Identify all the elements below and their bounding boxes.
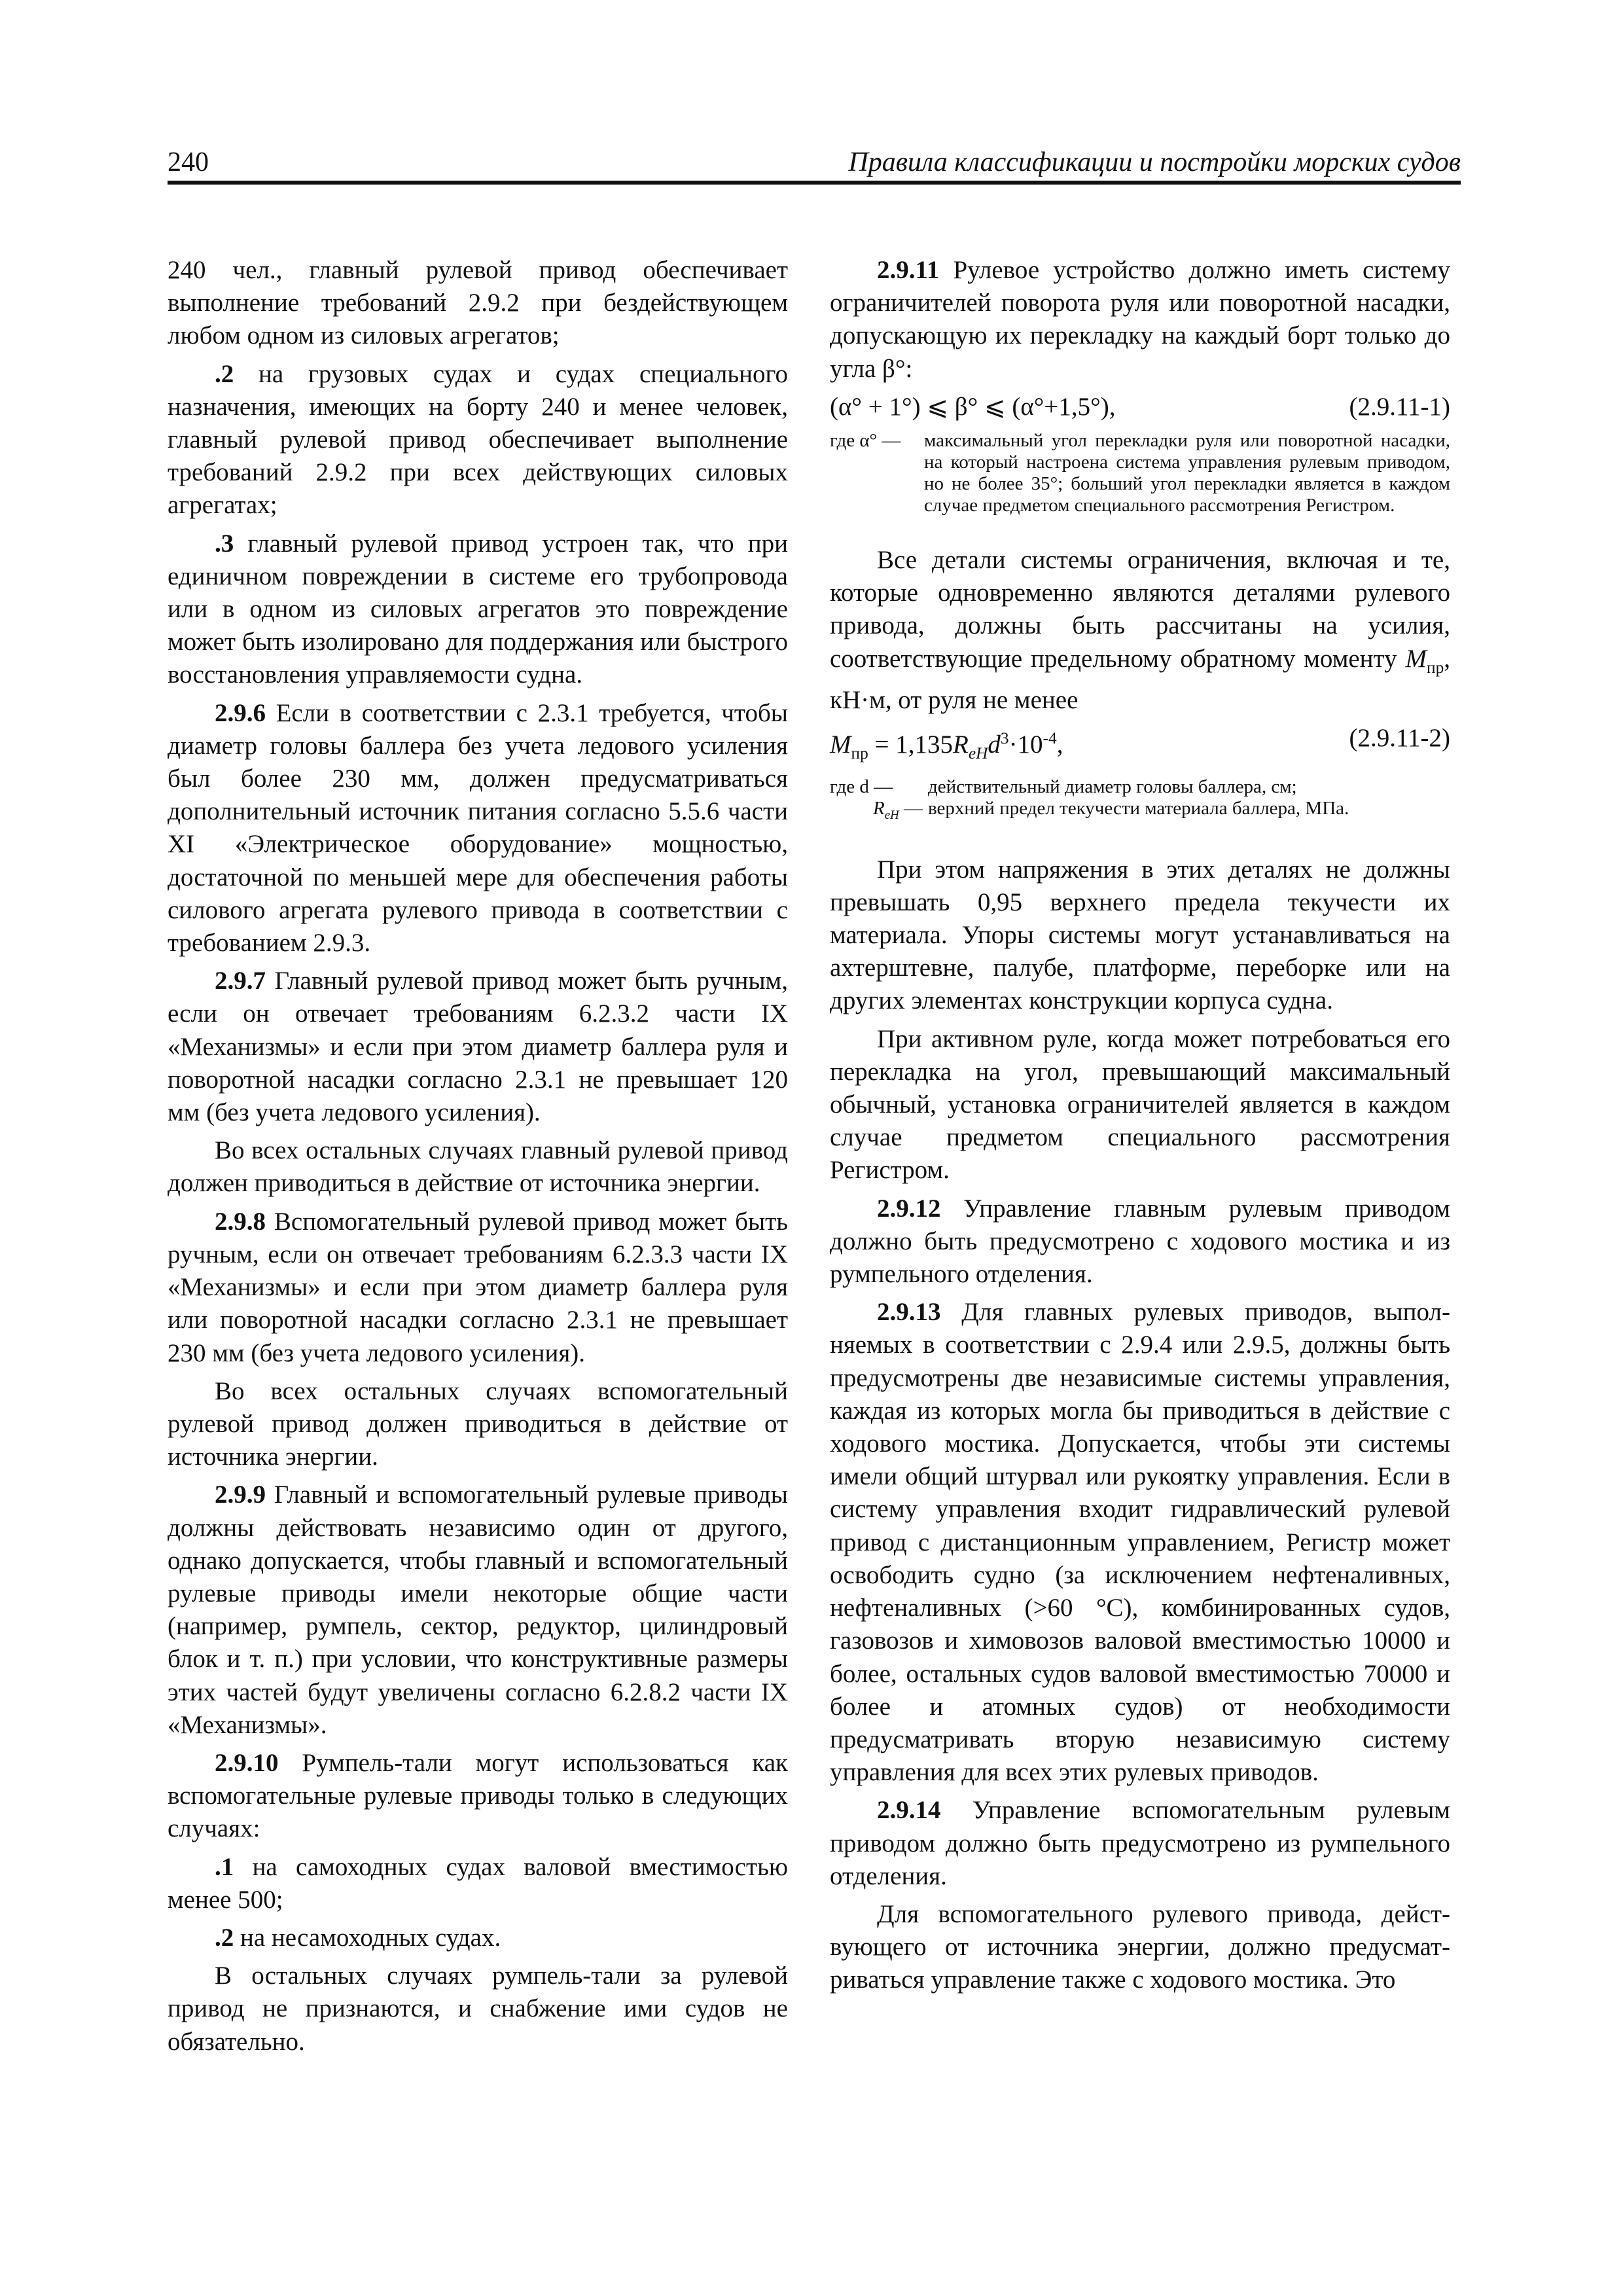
note-term: где α° — bbox=[830, 430, 901, 452]
note-text: верхний предел текучести материала баллера, МПа. bbox=[928, 797, 1349, 819]
left-column bbox=[168, 254, 788, 2058]
paragraph: Во всех остальных случаях вспомогательный рулевой привод должен приводиться в действие от источника энергии. bbox=[168, 1376, 788, 1471]
formula-2-9-11-2 bbox=[830, 722, 1450, 770]
section-2-9-12: 2.9.12 Управление главным рулевым приводом должно быть предусмотрено с ходового мостика и из румпельного отделения. bbox=[830, 1194, 1450, 1289]
note-text: максимальный угол перекладки руля или поворотной насадки, на который настроена система управления рулевым приводом, но не более 35°; больший угол перекладки является в каждом случае предметом специального рассмотрения Регистром. bbox=[924, 430, 1450, 516]
page-number: 240 bbox=[168, 147, 209, 177]
list-item: .1 на самоходных судах валовой вместимостью менее 500; bbox=[168, 1852, 788, 1914]
formula-number: (2.9.11-2) bbox=[1349, 723, 1450, 752]
right-column bbox=[830, 254, 1450, 1997]
paragraph: При активном руле, когда может потребоваться его перекладка на угол, превышающий максимальный обычный, установка ограничителей является в каждом случае предметом специального рассмотрения Регистром. bbox=[830, 1024, 1450, 1185]
running-title: Правила классификации и постройки морских судов bbox=[848, 147, 1461, 177]
section-2-9-11: 2.9.11 Рулевое устройство должно иметь систему ограничителей поворота руля или поворотной насадки, допускающую их перекладку на каждый борт только до угла β°: bbox=[830, 256, 1450, 383]
section-2-9-13: 2.9.13 Для главных рулевых приводов, выполняемых в соответствии с 2.9.4 или 2.9.5, должны быть предусмотрены две независимые системы управления, каждая из которых могла бы приводиться в действие с ходового мостика. Допускается, чтобы эти системы имели общий штурвал или рукоятку управления. Если в систему управления входит гидравлический рулевой привод с дистанционным управлением, Регистр может освободить судно (за исключением нефтеналивных, нефтеналивных (>60 °С), комбинированных судов, газовозов и химовозов валовой вместимостью 10000 и более, остальных судов валовой вместимостью 70000 и более и атомных судов) от необходимости предусматривать вторую независимую систему управления для всех этих рулевых приводов. bbox=[830, 1298, 1450, 1787]
list-item: .3 главный рулевой привод устроен так, что при единичном повреждении в системе его трубопровода или в одном из силовых агрегатов это повреждение может быть изолировано для поддержания или быстрого восстановления управляемости судна. bbox=[168, 529, 788, 689]
formula-note bbox=[830, 776, 1450, 826]
paragraph: В остальных случаях румпель-тали за рулевой привод не признаются, и снабжение ими судов не обязательно. bbox=[168, 1962, 788, 2056]
page-header bbox=[168, 145, 1461, 185]
section-2-9-9: 2.9.9 Главный и вспомогательный рулевые приводы должны действовать независимо один от другого, однако допускается, чтобы главный и вспомогательный рулевые приводы имели некоторые общие части (например, румпель, сектор, редуктор, цилиндровый блок и т. п.) при условии, что конструктивные размеры этих частей будут увеличены согласно 6.2.8.2 части IX «Механизмы». bbox=[168, 1480, 788, 1739]
formula-number: (2.9.11-1) bbox=[1349, 392, 1450, 421]
formula-expression: (α° + 1°) ⩽ β° ⩽ (α°+1,5°), bbox=[830, 392, 1116, 421]
formula-2-9-11-1 bbox=[830, 391, 1450, 423]
formula-expression: $M_{пр} = 1,135R_{eH}d^3\cdot 10^{-4}$, bbox=[830, 728, 1063, 762]
note-text: действительный диаметр головы баллера, см; bbox=[928, 776, 1297, 797]
list-item: .2 на несамоходных судах. bbox=[215, 1923, 501, 1952]
formula-note bbox=[830, 430, 1450, 516]
note-term: $R_{eH}$ — bbox=[873, 797, 923, 822]
section-2-9-8: 2.9.8 Вспомогательный рулевой привод может быть ручным, если он отвечает требованиям 6.2.3.3 части IX «Механизмы» и если при этом диаметр баллера руля или поворотной насадки согласно 2.3.1 не превышает 230 мм (без учета ледового усиления). bbox=[168, 1207, 788, 1367]
section-2-9-10: 2.9.10 Румпель-тали могут использоваться как вспомогательные рулевые приводы только в следующих случаях: bbox=[168, 1748, 788, 1843]
paragraph: Для вспомогательного рулевого привода, действующего от источника энергии, должно предусматриваться управление также с ходового мостика. Это bbox=[830, 1899, 1450, 1994]
list-item: .2 на грузовых судах и судах специального назначения, имеющих на борту 240 и менее человек, главный рулевой привод обеспечивает выполнение требований 2.9.2 при всех действующих силовых агрегатах; bbox=[168, 359, 788, 520]
paragraph: Все детали системы ограничения, включая и те, которые одновременно являются деталями рулевого привода, должны быть рассчитаны на усилия, соответствующие предельному обратному моменту $M_{пр}$, кН·м, от руля не менее bbox=[830, 546, 1450, 714]
section-2-9-14: 2.9.14 Управление вспомогательным рулевым приводом должно быть предусмотрено из румпельного отделения. bbox=[830, 1796, 1450, 1890]
section-2-9-7: 2.9.7 Главный рулевой привод может быть ручным, если он отвечает требованиям 6.2.3.2 части IX «Механизмы» и если при этом диаметр баллера руля и поворотной насадки согласно 2.3.1 не превышает 120 мм (без учета ледового усиления). bbox=[168, 967, 788, 1127]
paragraph: При этом напряжения в этих деталях не должны превышать 0,95 верхнего предела текучести их материала. Упоры системы могут устанавливаться на ахтерштевне, палубе, платформе, переборке или на других элементах конструкции корпуса судна. bbox=[830, 855, 1450, 1015]
note-term: где d — bbox=[830, 776, 893, 797]
paragraph: 240 чел., главный рулевой привод обеспечивает выполнение требований 2.9.2 при бездействующем любом одном из силовых агрегатов; bbox=[168, 256, 788, 350]
paragraph: Во всех остальных случаях главный рулевой привод должен приводиться в действие от источника энергии. bbox=[168, 1136, 788, 1198]
section-2-9-6: 2.9.6 Если в соответствии с 2.3.1 требуется, чтобы диаметр головы баллера без учета ледового усиления был более 230 мм, должен предусматриваться дополнительный источник питания согласно 5.5.6 части XI «Электрическое оборудование» мощностью, достаточной по меньшей мере для обеспечения работы силового агрегата рулевого привода в соответствии с требованием 2.9.3. bbox=[168, 698, 788, 958]
